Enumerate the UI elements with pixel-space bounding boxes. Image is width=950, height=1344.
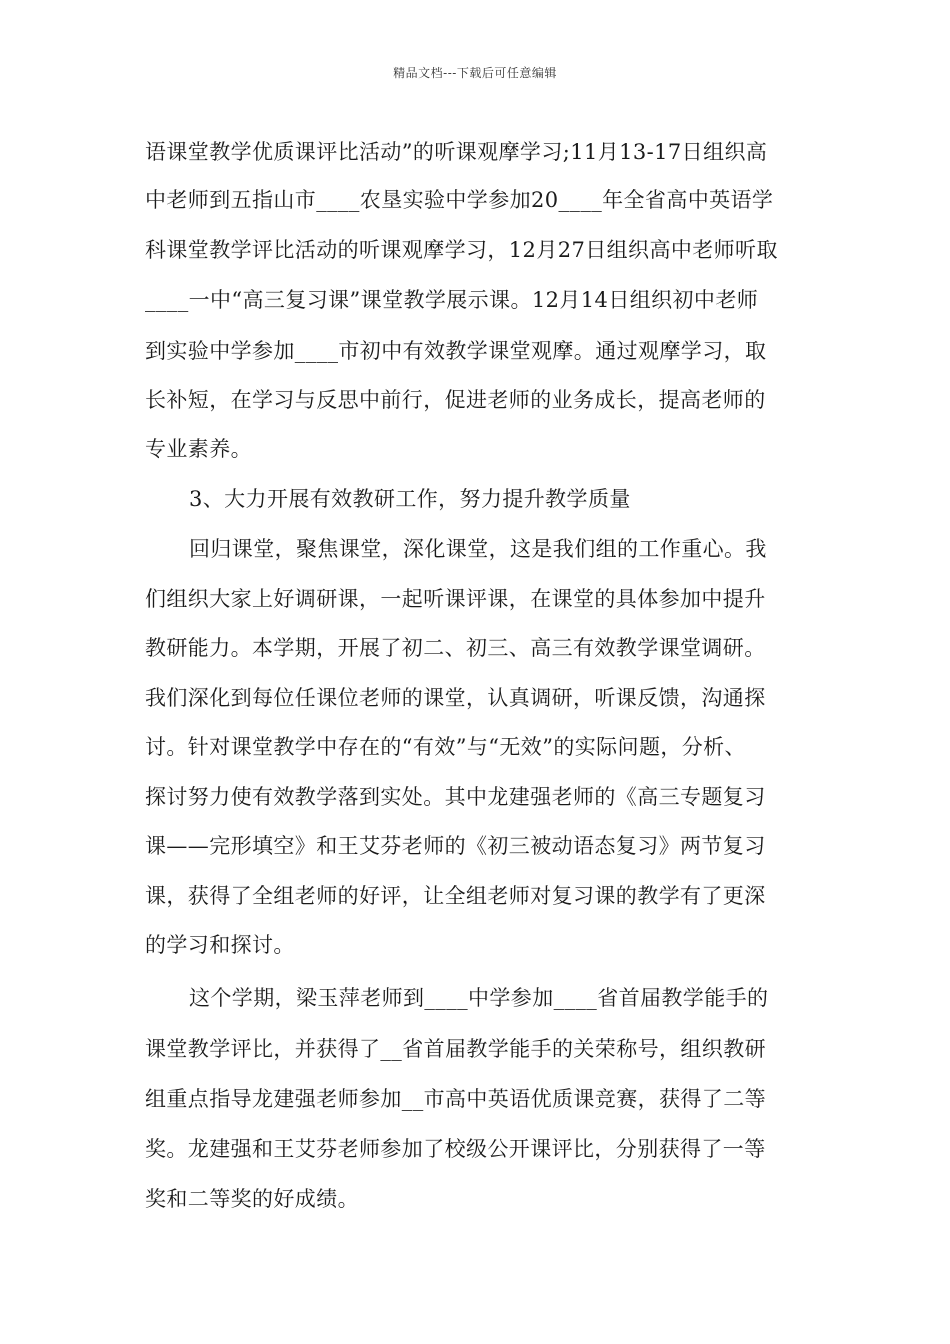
text-line: 科课堂教学评比活动的听课观摩学习，12月27日组织高中老师听取 [145,238,778,262]
text-line: 课，获得了全组老师的好评，让全组老师对复习课的教学有了更深 [145,884,766,908]
text-line: 这个学期，梁玉萍老师到____中学参加____省首届教学能手的 [189,986,769,1010]
text-line: 语课堂教学优质课评比活动”的听课观摩学习;11月13-17日组织高 [145,140,768,164]
text-line: 我们深化到每位任课位老师的课堂，认真调研，听课反馈，沟通探 [145,686,766,710]
text-line: 长补短，在学习与反思中前行，促进老师的业务成长，提高老师的 [145,388,766,412]
text-line: 课——完形填空》和王艾芬老师的《初三被动语态复习》两节复习 [145,834,766,858]
text-line: ____一中“高三复习课”课堂教学展示课。12月14日组织初中老师 [145,288,759,312]
text-line: 到实验中学参加____市初中有效教学课堂观摩。通过观摩学习，取 [145,339,767,363]
text-line: 组重点指导龙建强老师参加__市高中英语优质课竞赛，获得了二等 [145,1087,766,1111]
text-line: 回归课堂，聚焦课堂，深化课堂，这是我们组的工作重心。我 [189,537,767,561]
page-header: 精品文档---下载后可任意编辑 [393,66,557,80]
text-line: 探讨努力使有效教学落到实处。其中龙建强老师的《高三专题复习 [145,785,766,809]
text-line: 奖。龙建强和王艾芬老师参加了校级公开课评比，分别获得了一等 [145,1137,766,1161]
text-line: 课堂教学评比，并获得了__省首届教学能手的关荣称号，组织教研 [145,1037,766,1061]
text-line: 中老师到五指山市____农垦实验中学参加20____年全省高中英语学 [145,188,774,212]
text-line: 的学习和探讨。 [145,933,295,957]
text-line: 们组织大家上好调研课，一起听课评课，在课堂的具体参加中提升 [145,587,766,611]
text-line: 讨。针对课堂教学中存在的“有效”与“无效”的实际问题，分析、 [145,735,746,759]
text-line: 专业素养。 [145,437,252,461]
text-line: 奖和二等奖的好成绩。 [145,1187,359,1211]
text-line: 教研能力。本学期，开展了初二、初三、高三有效教学课堂调研。 [145,636,766,660]
section-heading: 3、大力开展有效教研工作，努力提升教学质量 [189,487,631,511]
